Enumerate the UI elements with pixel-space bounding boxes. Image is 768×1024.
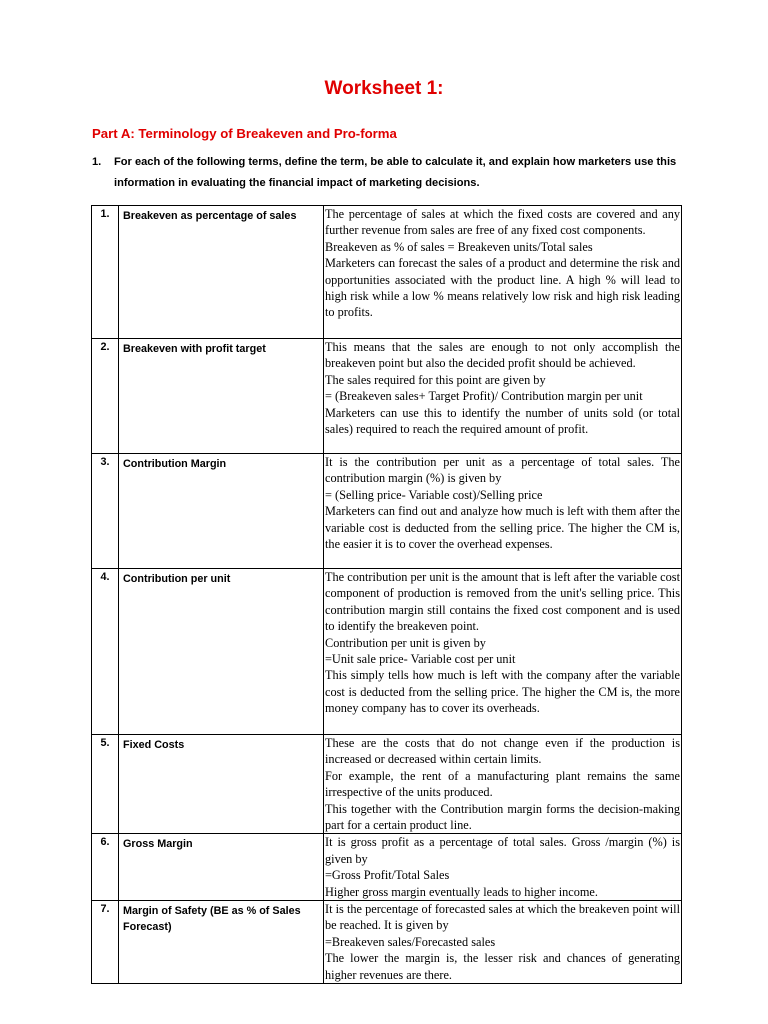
term-cell: Breakeven with profit target	[119, 339, 324, 454]
term-cell: Fixed Costs	[119, 735, 324, 834]
definition-line: This simply tells how much is left with the company after the variable cost is deducted from the selling price. The higher the CM is, the more money company has to cover its overheads.	[325, 668, 680, 716]
table-row	[92, 834, 682, 901]
definition-line: This together with the Contribution margin forms the decision-making part for a certain product line.	[325, 801, 680, 833]
definition-line: Higher gross margin eventually leads to higher income.	[325, 884, 598, 899]
definition-cell	[324, 339, 682, 454]
question-text: For each of the following terms, define the term, be able to calculate it, and explain how marketers use this information in evaluating the financial impact of marketing decisions.	[114, 156, 677, 189]
row-number: 2.	[92, 339, 119, 454]
question-number: 1.	[92, 156, 102, 168]
definition-line: The sales required for this point are given by	[325, 372, 546, 387]
row-number: 7.	[92, 901, 119, 984]
worksheet-title: Worksheet 1:	[324, 78, 444, 99]
definition-line: Marketers can use this to identify the number of units sold (or total sales) required to reach the required amount of profit.	[325, 405, 680, 437]
definition-line: The lower the margin is, the lesser risk and chances of generating higher revenues are there.	[325, 951, 680, 982]
table-row	[92, 569, 682, 735]
definition-cell	[324, 901, 682, 984]
definition-line: It is gross profit as a percentage of total sales. Gross /margin (%) is given by	[325, 835, 680, 866]
definition-cell	[324, 569, 682, 735]
definition-cell	[324, 834, 682, 901]
term-cell: Breakeven as percentage of sales	[119, 206, 324, 339]
table-row	[92, 901, 682, 984]
definition-cell	[324, 454, 682, 569]
definition-cell	[324, 735, 682, 834]
definition-line: Breakeven as % of sales = Breakeven units/Total sales	[325, 239, 593, 254]
definition-line: It is the contribution per unit as a percentage of total sales. The contribution margin (%) is given by	[325, 455, 680, 486]
definition-line: Marketers can find out and analyze how much is left with them after the variable cost is deducted from the selling price. The higher the CM is, the easier it is to cover the overhead expenses.	[325, 504, 680, 552]
definition-line: Marketers can forecast the sales of a product and determine the risk and opportunities associated with the product line. A high % will lead to high risk while a low % means relatively low risk and high risk leading to profits.	[325, 256, 680, 320]
part-heading: Part A: Terminology of Breakeven and Pro-forma	[92, 126, 397, 141]
terms-table	[91, 205, 682, 984]
definition-line: This means that the sales are enough to not only accomplish the breakeven point but also the decided profit should be achieved.	[325, 340, 680, 371]
definition-line: = (Selling price- Variable cost)/Selling price	[325, 487, 543, 502]
row-number: 5.	[92, 735, 119, 834]
table-row	[92, 735, 682, 834]
table-row	[92, 454, 682, 569]
term-cell: Contribution Margin	[119, 454, 324, 569]
question	[92, 152, 692, 194]
row-number: 1.	[92, 206, 119, 339]
term-cell: Gross Margin	[119, 834, 324, 901]
definition-line: Contribution per unit is given by	[325, 635, 486, 650]
table-row	[92, 339, 682, 454]
term-cell: Contribution per unit	[119, 569, 324, 735]
term-cell: Margin of Safety (BE as % of Sales Forecast)	[119, 901, 324, 984]
definition-line: These are the costs that do not change even if the production is increased or decreased within certain limits.	[325, 736, 680, 767]
row-number: 6.	[92, 834, 119, 901]
row-number: 3.	[92, 454, 119, 569]
definition-line: =Unit sale price- Variable cost per unit	[325, 652, 516, 667]
table-row	[92, 206, 682, 339]
definition-line: =Breakeven sales/Forecasted sales	[325, 934, 496, 949]
definition-line: It is the percentage of forecasted sales at which the breakeven point will be reached. It is given by	[325, 902, 680, 933]
row-number: 4.	[92, 569, 119, 735]
definition-line: The percentage of sales at which the fixed costs are covered and any further revenue from sales are free of any fixed cost components.	[325, 207, 680, 238]
definition-cell	[324, 206, 682, 339]
definition-line: = (Breakeven sales+ Target Profit)/ Contribution margin per unit	[325, 389, 643, 404]
definition-line: The contribution per unit is the amount that is left after the variable cost component of production is removed from the unit's selling price. This contribution margin still contains the fixed cost component and is used to identify the breakeven point.	[325, 570, 680, 634]
definition-line: =Gross Profit/Total Sales	[325, 868, 450, 883]
definition-line: For example, the rent of a manufacturing plant remains the same irrespective of the units produced.	[325, 768, 680, 800]
